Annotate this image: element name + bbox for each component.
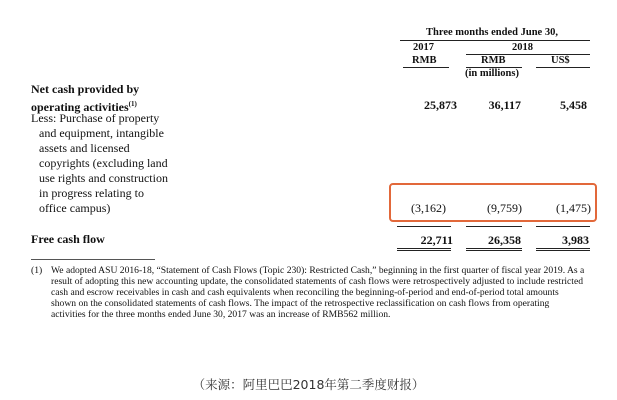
footnote-ref: (1) <box>128 100 137 108</box>
fcf-top-rule-2018-rmb <box>466 226 522 227</box>
col-usd-header: US$ <box>551 55 570 66</box>
year-2017-header: 2017 <box>413 42 434 53</box>
net-cash-label-line2-text: operating activities <box>31 100 129 114</box>
net-cash-label-line1: Net cash provided by <box>31 82 140 96</box>
capex-2018-rmb: (9,759) <box>487 201 522 215</box>
capex-label-line: office campus) <box>39 201 111 215</box>
col-rmb-2017-header: RMB <box>412 55 437 66</box>
period-header: Three months ended June 30, <box>426 27 558 38</box>
period-underline <box>400 40 590 41</box>
fcf-label: Free cash flow <box>31 232 105 246</box>
capex-label-line: copyrights (excluding land <box>39 156 168 170</box>
fcf-top-rule-usd <box>536 226 590 227</box>
capex-2017: (3,162) <box>411 201 446 215</box>
fcf-double-rule-2017 <box>397 248 451 251</box>
capex-label-line: use rights and construction <box>39 171 168 185</box>
capex-label-line: assets and licensed <box>39 141 130 155</box>
capex-label <box>31 111 168 216</box>
col-rmb-2018-header: RMB <box>481 55 506 66</box>
footnote-separator <box>31 259 155 260</box>
capex-label-line: Less: Purchase of property <box>31 111 160 125</box>
net-cash-2017: 25,873 <box>424 98 457 112</box>
capex-2018-usd: (1,475) <box>556 201 591 215</box>
capex-label-line: in progress relating to <box>39 186 144 200</box>
fcf-top-rule-2017 <box>397 226 451 227</box>
col-rmb-2017-underline <box>403 67 449 68</box>
source-caption: （来源：阿里巴巴2018年第二季度财报） <box>192 377 425 392</box>
net-cash-2018-usd: 5,458 <box>560 98 587 112</box>
col-usd-underline <box>536 67 590 68</box>
fcf-2018-rmb: 26,358 <box>488 233 521 247</box>
net-cash-2018-rmb: 36,117 <box>488 98 521 112</box>
footnote-mark: (1) <box>31 265 43 276</box>
footnote-text: We adopted ASU 2016-18, “Statement of Cash Flows (Topic 230): Restricted Cash,” beginning in the first quarter of fiscal year 2019. As a result of adopting this new accounting update, the consolidated statements of cash flows were retrospectively adjusted to include restricted cash and escrow receivables in cash and cash equivalents when reconciling the beginning-of-period and end-of-period total amounts shown on the consolidated statements of cash flows. The impact of the retrospective reclassification on cash flows from operating activities for the three months ended June 30, 2017 was an increase of RMB562 million. <box>51 265 585 320</box>
fcf-double-rule-2018-rmb <box>466 248 522 251</box>
footnote <box>31 265 586 320</box>
fcf-2017: 22,711 <box>420 233 453 247</box>
year-2018-header: 2018 <box>512 42 533 53</box>
capex-label-line: and equipment, intangible <box>39 126 164 140</box>
unit-note: (in millions) <box>465 68 519 79</box>
fcf-double-rule-usd <box>536 248 590 251</box>
fcf-2018-usd: 3,983 <box>562 233 589 247</box>
